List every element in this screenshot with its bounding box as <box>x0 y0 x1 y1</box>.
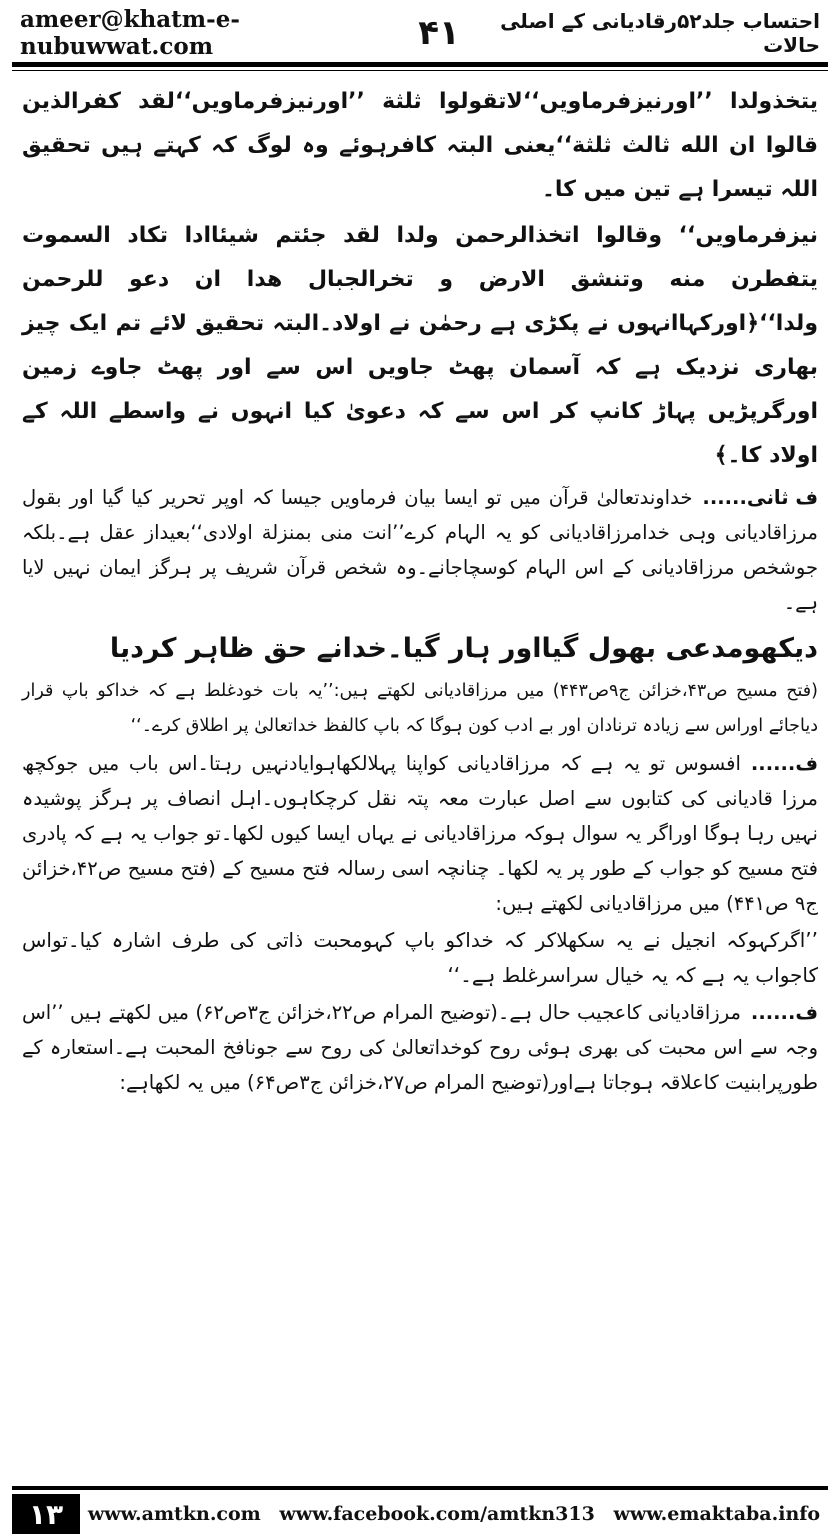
paragraph-3-lead: ف ثانی...... <box>702 486 818 509</box>
footer-page-box: ۱۳ <box>12 1494 80 1534</box>
paragraph-6-text: ’’اگرکہوکہ انجیل نے یہ سکھلاکر کہ خداکو باپ کہومحبت ذاتی کی طرف اشارہ کیا۔تواس کاجواب یہ ہے کہ یہ خیال سراسرغلط ہے۔‘‘ <box>22 928 818 987</box>
paragraph-1-text: یتخذولدا ’’اورنیزفرماویں‘‘لاتقولوا ثلثة ’’اورنیزفرماویں‘‘لقد کفرالذین قالوا ان الله ثالث ثلثة‘‘یعنی البتہ کافرہوئے وہ لوگ کہ کہتے ہیں تحقیق اللہ تیسرا ہے تین میں کا۔ <box>22 89 818 202</box>
section-heading: دیکھومدعی بھول گیااور ہار گیا۔خدانے حق ظاہر کردیا <box>109 633 818 664</box>
page-footer <box>12 1494 828 1534</box>
paragraph-5-text: افسوس تو یہ ہے کہ مرزاقادیانی کواپنا پہلالکھاہوایادنہیں رہتا۔اس باب میں جوکچھ مرزا قادیانی کی کتابوں سے اصل عبارت معہ پتہ نقل کرچکاہوں۔اہل انصاف پر ہرگز پوشیدہ نہیں رہا ہوگا اوراگر یہ سوال ہوکہ مرزاقادیانی نے یہاں ایسا کیوں لکھا۔تو جواب یہ ہے کہ پادری فتح مسیح کو جواب کے طور پر یہ لکھا۔ چنانچہ اسی رسالہ فتح مسیح کے (فتح مسیح ص۴۲،خزائن ج۹ ص۴۴۱) میں مرزاقادیانی لکھتے ہیں: <box>22 752 818 915</box>
footer-link-emaktaba[interactable]: www.emaktaba.info <box>613 1503 821 1525</box>
main-text <box>22 80 818 1102</box>
header-book-title: احتساب جلد۵۲رقادیانی کے اصلی حالات <box>500 9 820 57</box>
paragraph-2-text: نیزفرماویں‘‘ وقالوا اتخذالرحمن ولدا لقد جئتم شیئاادا تکاد السموت یتفطرن منه وتنشق الارض و تخرالجبال هدا ان دعو للرحمن ولدا‘‘﴿اورکہاانہوں نے پکڑی ہے رحمٰن نے اولاد۔البتہ تحقیق لائے تم ایک چیز بھاری نزدیک ہے کہ آسمان پھٹ جاویں اس سے اور پھٹ جاوے زمین اورگرپڑیں پہاڑ کانپ کر اس سے کہ دعویٰ کیا انہوں نے واسطے اللہ کے اولاد کا۔﴾ <box>22 223 818 468</box>
paragraph-3-text: خداوندتعالیٰ قرآن میں تو ایسا بیان فرماویں جیسا کہ اوپر تحریر کیا گیا اور بقول مرزاقادیانی وہی خدامرزاقادیانی کو یہ الہام کرے’’انت منی بمنزلة اولادی‘‘بعیداز عقل ہے۔بلکہ جوشخص مرزاقادیانی کے اس الہام کوسچاجانے۔وہ شخص قرآن شریف پر ہرگز ایمان نہیں لایا ہے۔ <box>22 486 818 614</box>
paragraph-4 <box>22 674 818 744</box>
footer-link-amtkn[interactable]: www.amtkn.com <box>87 1503 261 1525</box>
page-header <box>20 8 820 58</box>
footer-rule <box>12 1486 828 1490</box>
header-page-number: ۴۱ <box>418 13 460 53</box>
header-email[interactable]: ameer@khatm-e-nubuwwat.com <box>20 6 240 60</box>
header-thick-rule <box>12 62 828 67</box>
paragraph-7-lead: ف...... <box>750 1001 819 1024</box>
paragraph-3 <box>22 480 818 620</box>
paragraph-5 <box>22 746 818 921</box>
paragraph-5-lead: ف...... <box>750 752 818 775</box>
header-left <box>20 6 460 60</box>
paragraph-2 <box>22 214 818 478</box>
paragraph-1 <box>22 80 818 212</box>
paragraph-7-text: مرزاقادیانی کاعجیب حال ہے۔(توضیح المرام ص۲۲،خزائن ج۳ص۶۲) میں لکھتے ہیں ’’اس وجہ سے اس محبت کی بھری ہوئی روح کوخداتعالیٰ کی روح سے جونافخ المحبت ہے۔استعارہ کے طورپرابنیت کاعلاقہ ہوجاتا ہےاور(توضیح المرام ص۲۷،خزائن ج۳ص۶۴) میں یہ لکھاہے: <box>22 1001 818 1094</box>
footer-link-facebook[interactable]: www.facebook.com/amtkn313 <box>279 1503 595 1525</box>
paragraph-4-text: (فتح مسیح ص۴۳،خزائن ج۹ص۴۴۳) میں مرزاقادیانی لکھتے ہیں:’’یہ بات خودغلط ہے کہ خداکو باپ قرار دیاجائے اوراس سے زیادہ ترنادان اور بے ادب کون ہوگا کہ باپ کالفظ خداتعالیٰ پر اطلاق کرے۔‘‘ <box>22 681 818 736</box>
paragraph-6 <box>22 923 818 993</box>
footer-links <box>80 1503 828 1525</box>
paragraph-7 <box>22 995 818 1100</box>
header-thin-rule <box>12 70 828 71</box>
